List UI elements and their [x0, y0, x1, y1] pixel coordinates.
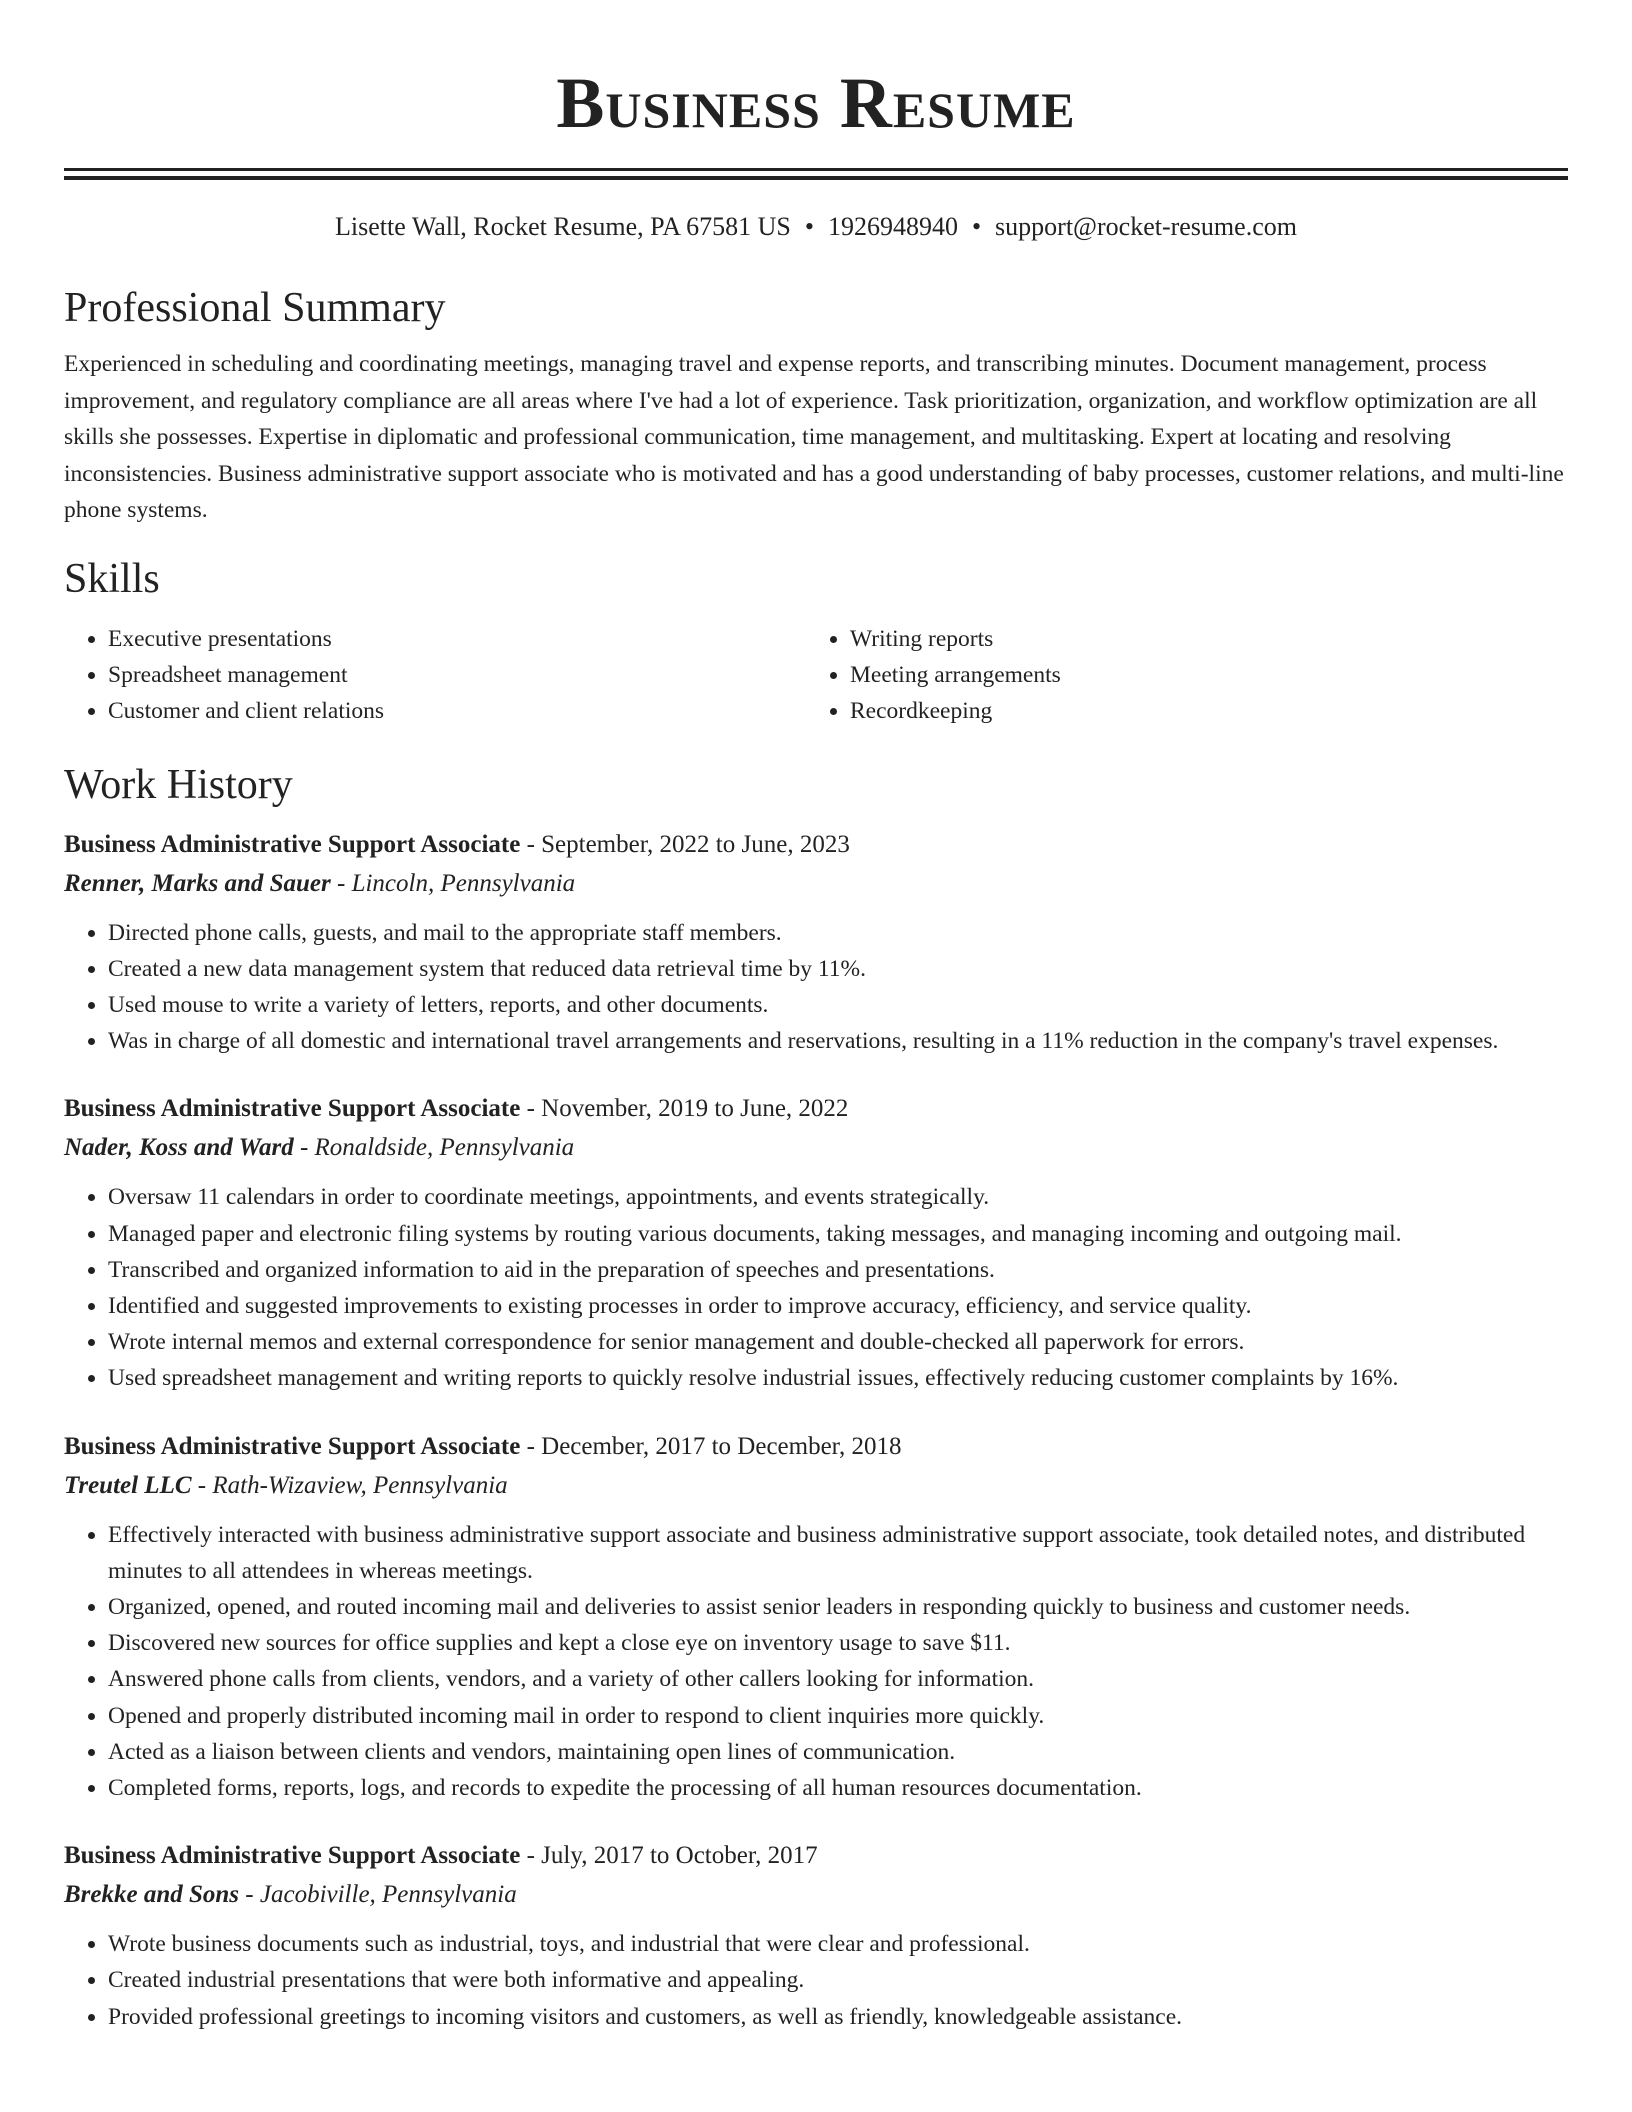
job-bullet: • Was in charge of all domestic and international travel arrangements and reservations, resulting in a 11% reduction in the company's travel expenses.: [108, 1023, 1568, 1059]
job-bullet: • Organized, opened, and routed incoming mail and deliveries to assist senior leaders in responding quickly to business and customer needs.: [108, 1589, 1568, 1625]
job-title: Business Administrative Support Associate: [64, 830, 521, 858]
skills-grid: [64, 621, 1568, 729]
job-title: Business Administrative Support Associate: [64, 1842, 521, 1870]
job-bullet: • Created a new data management system that reduced data retrieval time by 11%.: [108, 951, 1568, 987]
contact-separator: •: [804, 212, 814, 241]
job-entry: [64, 1836, 1568, 2035]
company-location: - Rath-Wizaview, Pennsylvania: [191, 1471, 508, 1499]
page-title: Business Resume: [556, 63, 1076, 143]
company-name: Treutel LLC: [64, 1471, 192, 1499]
skills-heading: Skills: [64, 555, 160, 602]
job-bullet: • Transcribed and organized information to aid in the preparation of speeches and presentations.: [108, 1252, 1568, 1288]
job-bullet: • Provided professional greetings to incoming visitors and customers, as well as friendly, knowledgeable assistance.: [108, 1999, 1568, 2035]
job-bullet: • Answered phone calls from clients, vendors, and a variety of other callers looking for information.: [108, 1661, 1568, 1697]
company-name: Renner, Marks and Sauer: [64, 869, 331, 897]
job-bullets: [64, 1517, 1568, 1807]
job-dates: - July, 2017 to October, 2017: [520, 1842, 818, 1870]
job-entry: [64, 1089, 1568, 1396]
job-title: Business Administrative Support Associate: [64, 1095, 521, 1123]
job-bullet: • Effectively interacted with business administrative support associate and business administrative support associate, took detailed notes, and distributed minutes to all attendees in whereas meetings.: [108, 1517, 1568, 1589]
job-bullet: • Wrote business documents such as industrial, toys, and industrial that were clear and professional.: [108, 1926, 1568, 1962]
company-location: - Jacobiville, Pennsylvania: [239, 1881, 517, 1909]
company-name: Brekke and Sons: [64, 1881, 240, 1909]
job-bullet: • Opened and properly distributed incoming mail in order to respond to client inquiries more quickly.: [108, 1698, 1568, 1734]
job-bullet: • Used spreadsheet management and writing reports to quickly resolve industrial issues, effectively reducing customer complaints by 16%.: [108, 1360, 1568, 1396]
job-title-line: [64, 1836, 1568, 1876]
skill-item: • Customer and client relations: [108, 693, 806, 729]
work-history-heading: Work History: [64, 761, 293, 808]
skill-item: • Spreadsheet management: [108, 657, 806, 693]
job-bullets: [64, 915, 1568, 1060]
job-title-line: [64, 1427, 1568, 1467]
contact-separator: •: [971, 212, 982, 241]
contact-phone: 1926948940: [827, 212, 958, 241]
contact-email: support@rocket-resume.com: [995, 212, 1297, 241]
summary-text: Experienced in scheduling and coordinating meetings, managing travel and expense reports, and transcribing minutes. Document management, process improvement, and regulatory compliance are all areas where I've had a lot of experience. Task prioritization, organization, and workflow optimization are all skills she possesses. Expertise in diplomatic and professional communication, time management, and multitasking. Expert at locating and resolving inconsistencies. Business administrative support associate who is motivated and has a good understanding of baby processes, customer relations, and multi-line phone systems.: [64, 351, 1564, 523]
company-line: [64, 1467, 1568, 1505]
job-bullet: • Identified and suggested improvements to existing processes in order to improve accuracy, efficiency, and service quality.: [108, 1288, 1568, 1324]
job-bullets: [64, 1179, 1568, 1396]
job-entry: [64, 1427, 1568, 1807]
job-title-line: [64, 1089, 1568, 1129]
contact-address: Lisette Wall, Rocket Resume, PA 67581 US: [335, 212, 791, 241]
company-line: [64, 865, 1568, 903]
job-bullet: • Directed phone calls, guests, and mail to the appropriate staff members.: [108, 915, 1568, 951]
company-name: Nader, Koss and Ward: [64, 1134, 294, 1162]
company-line: [64, 1129, 1568, 1167]
skill-item: • Writing reports: [850, 621, 1568, 657]
job-bullet: • Used mouse to write a variety of letters, reports, and other documents.: [108, 987, 1568, 1023]
company-location: - Lincoln, Pennsylvania: [330, 869, 576, 897]
job-bullet: • Oversaw 11 calendars in order to coordinate meetings, appointments, and events strategically.: [108, 1179, 1568, 1215]
skill-item: • Executive presentations: [108, 621, 806, 657]
job-title: Business Administrative Support Associate: [64, 1432, 521, 1460]
skill-item: • Recordkeeping: [850, 693, 1568, 729]
skill-item: • Meeting arrangements: [850, 657, 1568, 693]
job-dates: - December, 2017 to December, 2018: [520, 1432, 902, 1460]
job-bullet: • Acted as a liaison between clients and vendors, maintaining open lines of communication.: [108, 1734, 1568, 1770]
company-line: [64, 1876, 1568, 1914]
job-entry: [64, 825, 1568, 1060]
contact-line: [64, 210, 1568, 244]
job-dates: - November, 2019 to June, 2022: [520, 1095, 849, 1123]
job-bullet: • Created industrial presentations that were both informative and appealing.: [108, 1962, 1568, 1998]
job-bullet: • Managed paper and electronic filing systems by routing various documents, taking messages, and managing incoming and outgoing mail.: [108, 1216, 1568, 1252]
job-bullet: • Wrote internal memos and external correspondence for senior management and double-checked all paperwork for errors.: [108, 1324, 1568, 1360]
summary-heading: Professional Summary: [64, 285, 446, 331]
skills-list-right: [806, 621, 1568, 729]
title-double-rule: [64, 168, 1568, 180]
job-bullet: • Discovered new sources for office supplies and kept a close eye on inventory usage to save $11.: [108, 1625, 1568, 1661]
company-location: - Ronaldside, Pennsylvania: [293, 1134, 575, 1162]
job-bullet: • Completed forms, reports, logs, and records to expedite the processing of all human resources documentation.: [108, 1770, 1568, 1806]
skills-list-left: [64, 621, 806, 729]
job-bullets: [64, 1926, 1568, 2035]
job-title-line: [64, 825, 1568, 865]
job-dates: - September, 2022 to June, 2023: [520, 830, 850, 858]
